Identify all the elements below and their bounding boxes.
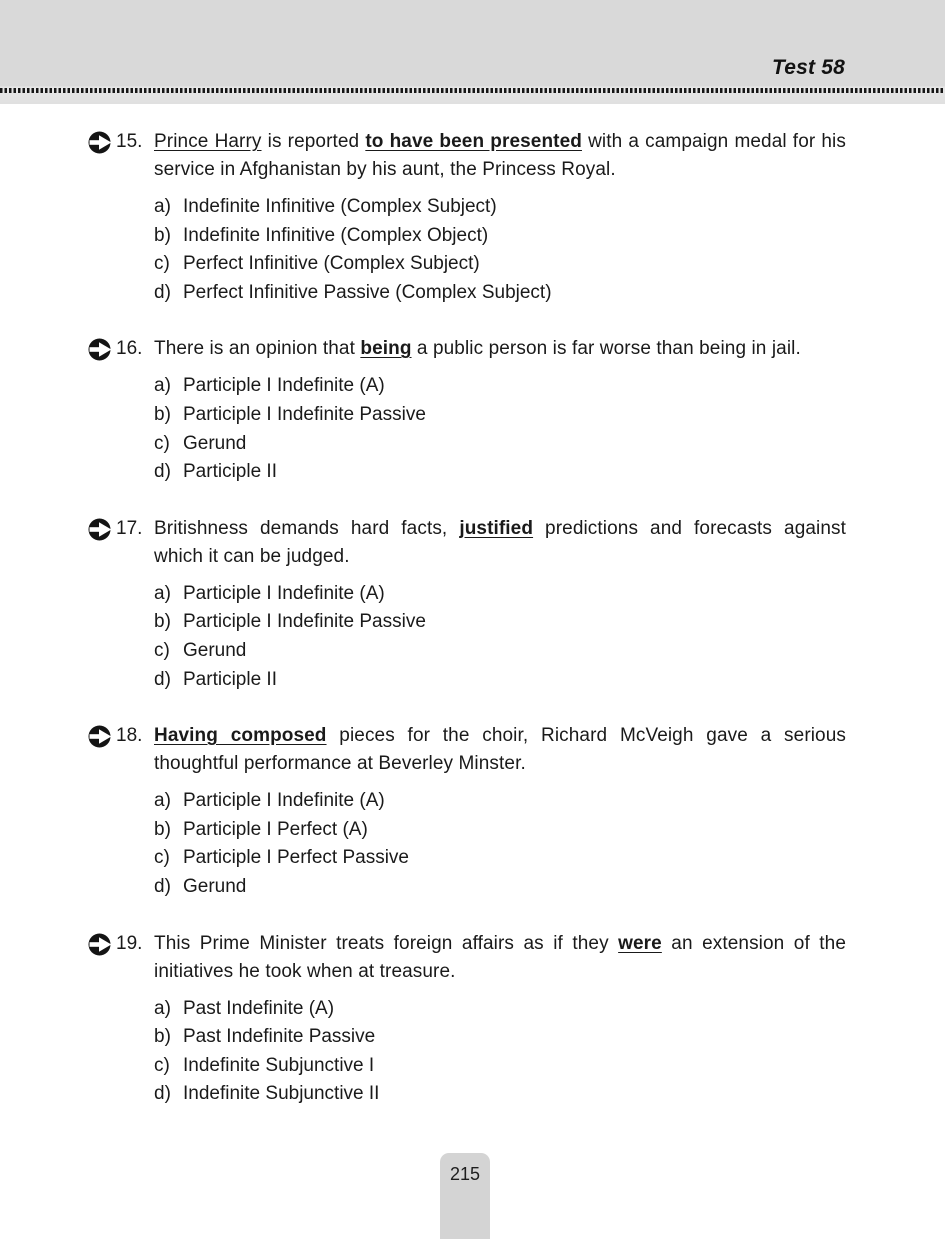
sentence-segment: is reported (261, 131, 366, 152)
option-text: Participle II (183, 461, 277, 483)
option-text: Gerund (183, 875, 247, 897)
sentence-segment: being (360, 338, 412, 360)
option-text: Perfect Infinitive (Complex Subject) (183, 253, 480, 275)
option-letter: c) (154, 432, 170, 454)
option-letter: a) (154, 997, 171, 1019)
answer-option (154, 372, 846, 401)
options-list (154, 580, 846, 694)
option-letter: d) (154, 668, 171, 690)
option-letter: c) (154, 253, 170, 275)
test-title: Test 58 (772, 56, 845, 79)
option-letter: a) (154, 582, 171, 604)
question-15 (116, 128, 846, 307)
option-letter: d) (154, 281, 171, 303)
options-list (154, 372, 846, 486)
option-text: Participle I Perfect (A) (183, 818, 368, 840)
answer-option (154, 666, 846, 695)
option-letter: c) (154, 847, 170, 869)
question-17 (116, 515, 846, 694)
sentence-segment: with a campaign medal for his service in Afghanistan by his aunt, the Princess Royal. (154, 131, 846, 180)
question-number: 19. (116, 932, 143, 954)
option-letter: b) (154, 403, 171, 425)
answer-option (154, 873, 846, 902)
question-number: 15. (116, 131, 143, 152)
option-text: Participle I Indefinite (A) (183, 790, 385, 812)
question-sentence (154, 722, 846, 778)
option-letter: c) (154, 1054, 170, 1076)
answer-option (154, 1023, 846, 1052)
circle-arrow-icon (88, 518, 112, 541)
sentence-segment: There is an opinion that (154, 338, 361, 360)
question-18 (116, 722, 846, 901)
answer-option (154, 787, 846, 816)
option-text: Indefinite Subjunctive I (183, 1054, 375, 1076)
question-sentence (154, 515, 846, 571)
answer-option (154, 608, 846, 637)
dotted-divider (0, 88, 945, 93)
option-letter: c) (154, 639, 170, 661)
questions-list (116, 128, 846, 1137)
option-letter: a) (154, 790, 171, 812)
sentence-segment: were (618, 932, 662, 954)
page-number: 215 (449, 1164, 481, 1184)
option-text: Participle I Perfect Passive (183, 847, 409, 869)
option-text: Participle I Indefinite (A) (183, 582, 385, 604)
option-letter: d) (154, 461, 171, 483)
option-text: Indefinite Infinitive (Complex Subject) (183, 196, 497, 217)
question-number: 17. (116, 517, 143, 539)
answer-option (154, 1052, 846, 1081)
option-letter: b) (154, 818, 171, 840)
sentence-segment: This Prime Minister treats foreign affairs as if they (154, 932, 619, 954)
sentence-segment: Prince Harry (154, 131, 262, 152)
sentence-segment: a public person is far worse than being in jail. (411, 338, 801, 360)
answer-option (154, 430, 846, 459)
answer-option (154, 222, 846, 251)
question-number: 16. (116, 338, 143, 360)
circle-arrow-icon (88, 725, 112, 748)
option-text: Participle II (183, 668, 277, 690)
answer-option (154, 279, 846, 308)
option-text: Gerund (183, 639, 247, 661)
answer-option (154, 1080, 846, 1109)
options-list (154, 787, 846, 901)
answer-option (154, 580, 846, 609)
options-list (154, 995, 846, 1109)
answer-option (154, 193, 846, 222)
option-text: Participle I Indefinite Passive (183, 611, 426, 633)
options-list (154, 193, 846, 307)
answer-option (154, 250, 846, 279)
option-text: Perfect Infinitive Passive (Complex Subject) (183, 281, 552, 303)
option-letter: d) (154, 875, 171, 897)
option-letter: b) (154, 1026, 171, 1048)
page-number-tab (440, 1153, 490, 1239)
option-letter: b) (154, 611, 171, 633)
sentence-segment: an extension of the initiatives he took when at treasure. (154, 932, 846, 982)
option-text: Participle I Indefinite (A) (183, 375, 385, 397)
option-text: Indefinite Subjunctive II (183, 1083, 380, 1105)
option-text: Past Indefinite (A) (183, 997, 335, 1019)
answer-option (154, 637, 846, 666)
option-letter: a) (154, 196, 171, 217)
sentence-segment: Britishness demands hard facts, (154, 517, 460, 539)
question-sentence (154, 128, 846, 184)
sentence-segment: justified (459, 517, 534, 539)
sentence-segment: to have been presented (365, 131, 582, 152)
question-sentence (154, 930, 846, 986)
question-number: 18. (116, 725, 143, 747)
option-text: Participle I Indefinite Passive (183, 403, 426, 425)
question-sentence (154, 335, 846, 363)
answer-option (154, 458, 846, 487)
sentence-segment: pieces for the choir, Richard McVeigh gave a serious thoughtful performance at Beverley Minster. (154, 725, 846, 775)
sentence-segment: predictions and forecasts against which it can be judged. (154, 517, 846, 567)
answer-option (154, 844, 846, 873)
circle-arrow-icon (88, 338, 112, 361)
question-19 (116, 930, 846, 1109)
option-letter: d) (154, 1083, 171, 1105)
option-text: Past Indefinite Passive (183, 1026, 376, 1048)
circle-arrow-icon (88, 933, 112, 956)
option-text: Gerund (183, 432, 247, 454)
answer-option (154, 401, 846, 430)
answer-option (154, 995, 846, 1024)
circle-arrow-icon (88, 131, 112, 154)
question-16 (116, 335, 846, 486)
header-band (0, 0, 945, 104)
answer-option (154, 816, 846, 845)
option-letter: b) (154, 224, 171, 246)
option-text: Indefinite Infinitive (Complex Object) (183, 224, 489, 246)
sentence-segment: Having composed (154, 725, 327, 747)
option-letter: a) (154, 375, 171, 397)
